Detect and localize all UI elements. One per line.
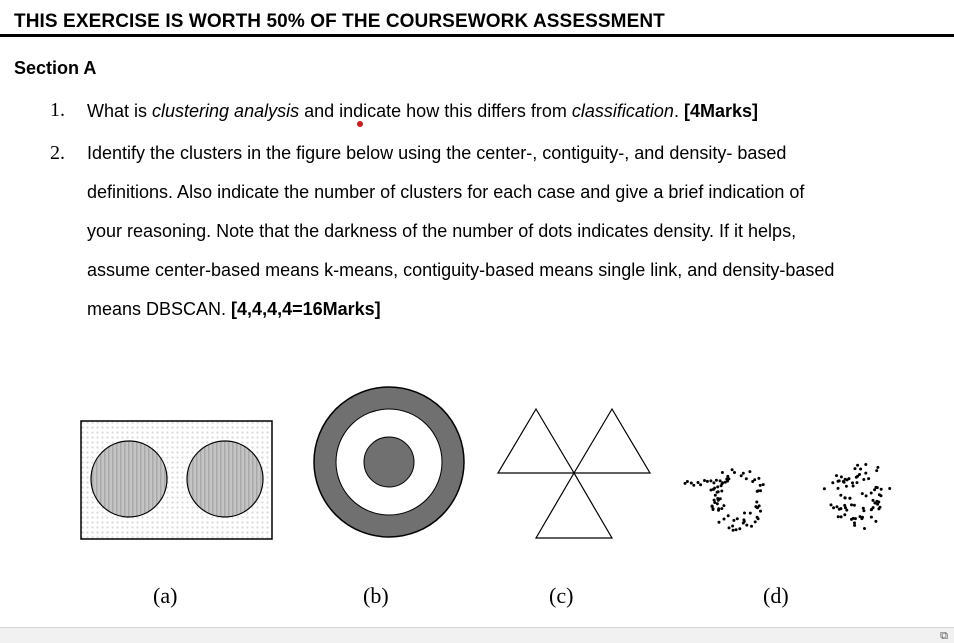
scatter-dot — [740, 474, 743, 477]
scatter-dot — [840, 515, 843, 518]
scatter-dot — [862, 478, 865, 481]
scatter-dot — [864, 463, 867, 466]
scatter-dot — [876, 503, 879, 506]
scatter-dot — [851, 481, 854, 484]
scatter-dot — [861, 516, 864, 519]
scatter-dot — [762, 483, 765, 486]
question-2-last-line-text: means DBSCAN. — [87, 299, 232, 319]
scatter-dot — [728, 526, 731, 529]
scatter-dot — [690, 482, 693, 485]
scatter-dot — [867, 477, 870, 480]
scatter-dot — [749, 512, 752, 515]
scatter-dot — [835, 474, 838, 477]
scatter-dot — [706, 480, 709, 483]
scatter-dot — [832, 506, 835, 509]
scatter-dot — [714, 494, 717, 497]
clusters-figure — [0, 380, 954, 580]
figure-d — [684, 463, 892, 532]
question-2-line: definitions. Also indicate the number of clusters for each case and give a brief indication of — [87, 182, 805, 202]
scatter-dot — [870, 508, 873, 511]
scatter-dot — [703, 479, 706, 482]
scatter-dot — [759, 484, 762, 487]
scatter-dot — [721, 471, 724, 474]
scatter-dot — [879, 506, 882, 509]
scatter-dot — [738, 527, 741, 530]
scatter-dot — [759, 489, 762, 492]
question-2-line: your reasoning. Note that the darkness of the number of dots indicates density. If it helps, — [87, 221, 797, 241]
question-1-text-after: . — [673, 101, 684, 121]
scatter-dot — [684, 482, 687, 485]
scatter-dot — [839, 507, 842, 510]
question-2-line: assume center-based means k-means, contiguity-based means single link, and density-based — [87, 260, 835, 280]
scatter-dot — [856, 481, 859, 484]
scatter-dot — [856, 464, 859, 467]
scatter-dot — [756, 506, 759, 509]
question-2-last-line — [87, 290, 927, 329]
scatter-dot — [717, 507, 720, 510]
scatter-dot — [743, 512, 746, 515]
scatter-dot — [756, 516, 759, 519]
scatter-dot — [876, 466, 879, 469]
scatter-dot — [709, 479, 712, 482]
scatter-dot — [715, 479, 718, 482]
caption-a: (a) — [153, 583, 178, 608]
scatter-dot — [719, 479, 722, 482]
scatter-dot — [699, 483, 702, 486]
scatter-dot — [686, 480, 689, 483]
scatter-dot — [855, 476, 858, 479]
scatter-dot — [862, 507, 865, 510]
scatter-dot — [718, 521, 721, 524]
scatter-dot — [754, 520, 757, 523]
scatter-dot — [843, 481, 846, 484]
scatter-dot — [713, 499, 716, 502]
paste-options-icon[interactable]: ⧉ — [940, 630, 948, 642]
scatter-dot — [720, 507, 723, 510]
figure-a — [81, 421, 272, 539]
spellcheck-marker — [357, 121, 363, 127]
caption-c: (c) — [549, 583, 574, 608]
scatter-dot — [712, 481, 715, 484]
scatter-dot — [759, 510, 762, 513]
scatter-dot — [839, 494, 842, 497]
scatter-dot — [853, 524, 856, 527]
scatter-dot — [837, 515, 840, 518]
scatter-dot — [721, 482, 724, 485]
scatter-dot — [850, 503, 853, 506]
scatter-dot — [872, 499, 875, 502]
caption-d: (d) — [763, 583, 789, 608]
scatter-dot — [845, 509, 848, 512]
scatter-dot — [843, 496, 846, 499]
scatter-dot — [853, 504, 856, 507]
scatter-dot — [875, 469, 878, 472]
scatter-dot — [840, 475, 843, 478]
status-bar — [0, 627, 954, 643]
scatter-dot — [732, 519, 735, 522]
caption-b: (b) — [363, 583, 389, 608]
scatter-dot — [854, 517, 857, 520]
question-1 — [87, 92, 927, 131]
question-1-text-before: What is — [87, 101, 153, 121]
scatter-dot — [854, 467, 857, 470]
scatter-dot — [831, 481, 834, 484]
scatter-dot — [736, 517, 739, 520]
scatter-dot — [723, 518, 726, 521]
scatter-dot — [757, 477, 760, 480]
scatter-dot — [692, 484, 695, 487]
scatter-dot — [743, 520, 746, 523]
scatter-dot — [731, 468, 734, 471]
scatter-dot — [873, 488, 876, 491]
scatter-dot — [863, 527, 866, 530]
document-heading: THIS EXERCISE IS WORTH 50% OF THE COURSEWORK ASSESSMENT — [14, 11, 665, 32]
scatter-dot — [823, 487, 826, 490]
scatter-dot — [837, 480, 840, 483]
scatter-dot — [745, 524, 748, 527]
scatter-dot — [836, 505, 839, 508]
scatter-dot — [864, 472, 867, 475]
scatter-dot — [722, 504, 725, 507]
scatter-dot — [732, 529, 735, 532]
question-2 — [87, 134, 927, 329]
scatter-dot — [735, 528, 738, 531]
scatter-dot — [717, 499, 720, 502]
scatter-dot — [727, 477, 730, 480]
scatter-dot — [865, 494, 868, 497]
scatter-dot — [755, 501, 758, 504]
scatter-dot — [859, 468, 862, 471]
scatter-dot — [720, 490, 723, 493]
scatter-dot — [861, 492, 864, 495]
scatter-dot — [874, 520, 877, 523]
figure-c — [498, 409, 650, 538]
scatter-dot — [716, 502, 719, 505]
question-2-number: 2. — [50, 142, 65, 164]
scatter-dot — [852, 485, 855, 488]
scatter-dot — [717, 490, 720, 493]
scatter-dot — [731, 525, 734, 528]
scatter-dot — [848, 477, 851, 480]
question-1-number: 1. — [50, 99, 65, 121]
scatter-dot — [830, 503, 833, 506]
scatter-dot — [848, 497, 851, 500]
scatter-dot — [713, 487, 716, 490]
scatter-dot — [880, 488, 883, 491]
scatter-dot — [716, 485, 719, 488]
question-1-term-classification: classification — [571, 101, 674, 121]
scatter-dot — [845, 485, 848, 488]
scatter-dot — [751, 480, 754, 483]
heading-rule — [0, 34, 954, 37]
scatter-dot — [724, 481, 727, 484]
scatter-dot — [870, 492, 873, 495]
section-title: Section A — [14, 58, 97, 78]
question-1-text-middle: and indicate how this differs from — [299, 101, 572, 121]
question-1-term-clustering: clustering analysis — [152, 101, 300, 121]
scatter-dot — [742, 472, 745, 475]
scatter-dot — [750, 525, 753, 528]
scatter-dot — [843, 513, 846, 516]
scatter-dot — [837, 487, 840, 490]
question-1-marks: [4Marks] — [683, 101, 758, 121]
question-2-line: Identify the clusters in the figure below using the center-, contiguity-, and density- based — [87, 143, 787, 163]
scatter-dot — [862, 509, 865, 512]
scatter-dot — [733, 471, 736, 474]
scatter-dot — [727, 514, 730, 517]
scatter-dot — [710, 489, 713, 492]
scatter-dot — [870, 516, 873, 519]
scatter-dot — [850, 518, 853, 521]
scatter-dot — [745, 477, 748, 480]
scatter-dot — [697, 481, 700, 484]
figure-b — [314, 387, 464, 537]
question-2-marks: [4,4,4,4=16Marks] — [231, 299, 381, 319]
scatter-dot — [878, 493, 881, 496]
scatter-dot — [888, 487, 891, 490]
scatter-dot — [711, 505, 714, 508]
scatter-dot — [748, 470, 751, 473]
